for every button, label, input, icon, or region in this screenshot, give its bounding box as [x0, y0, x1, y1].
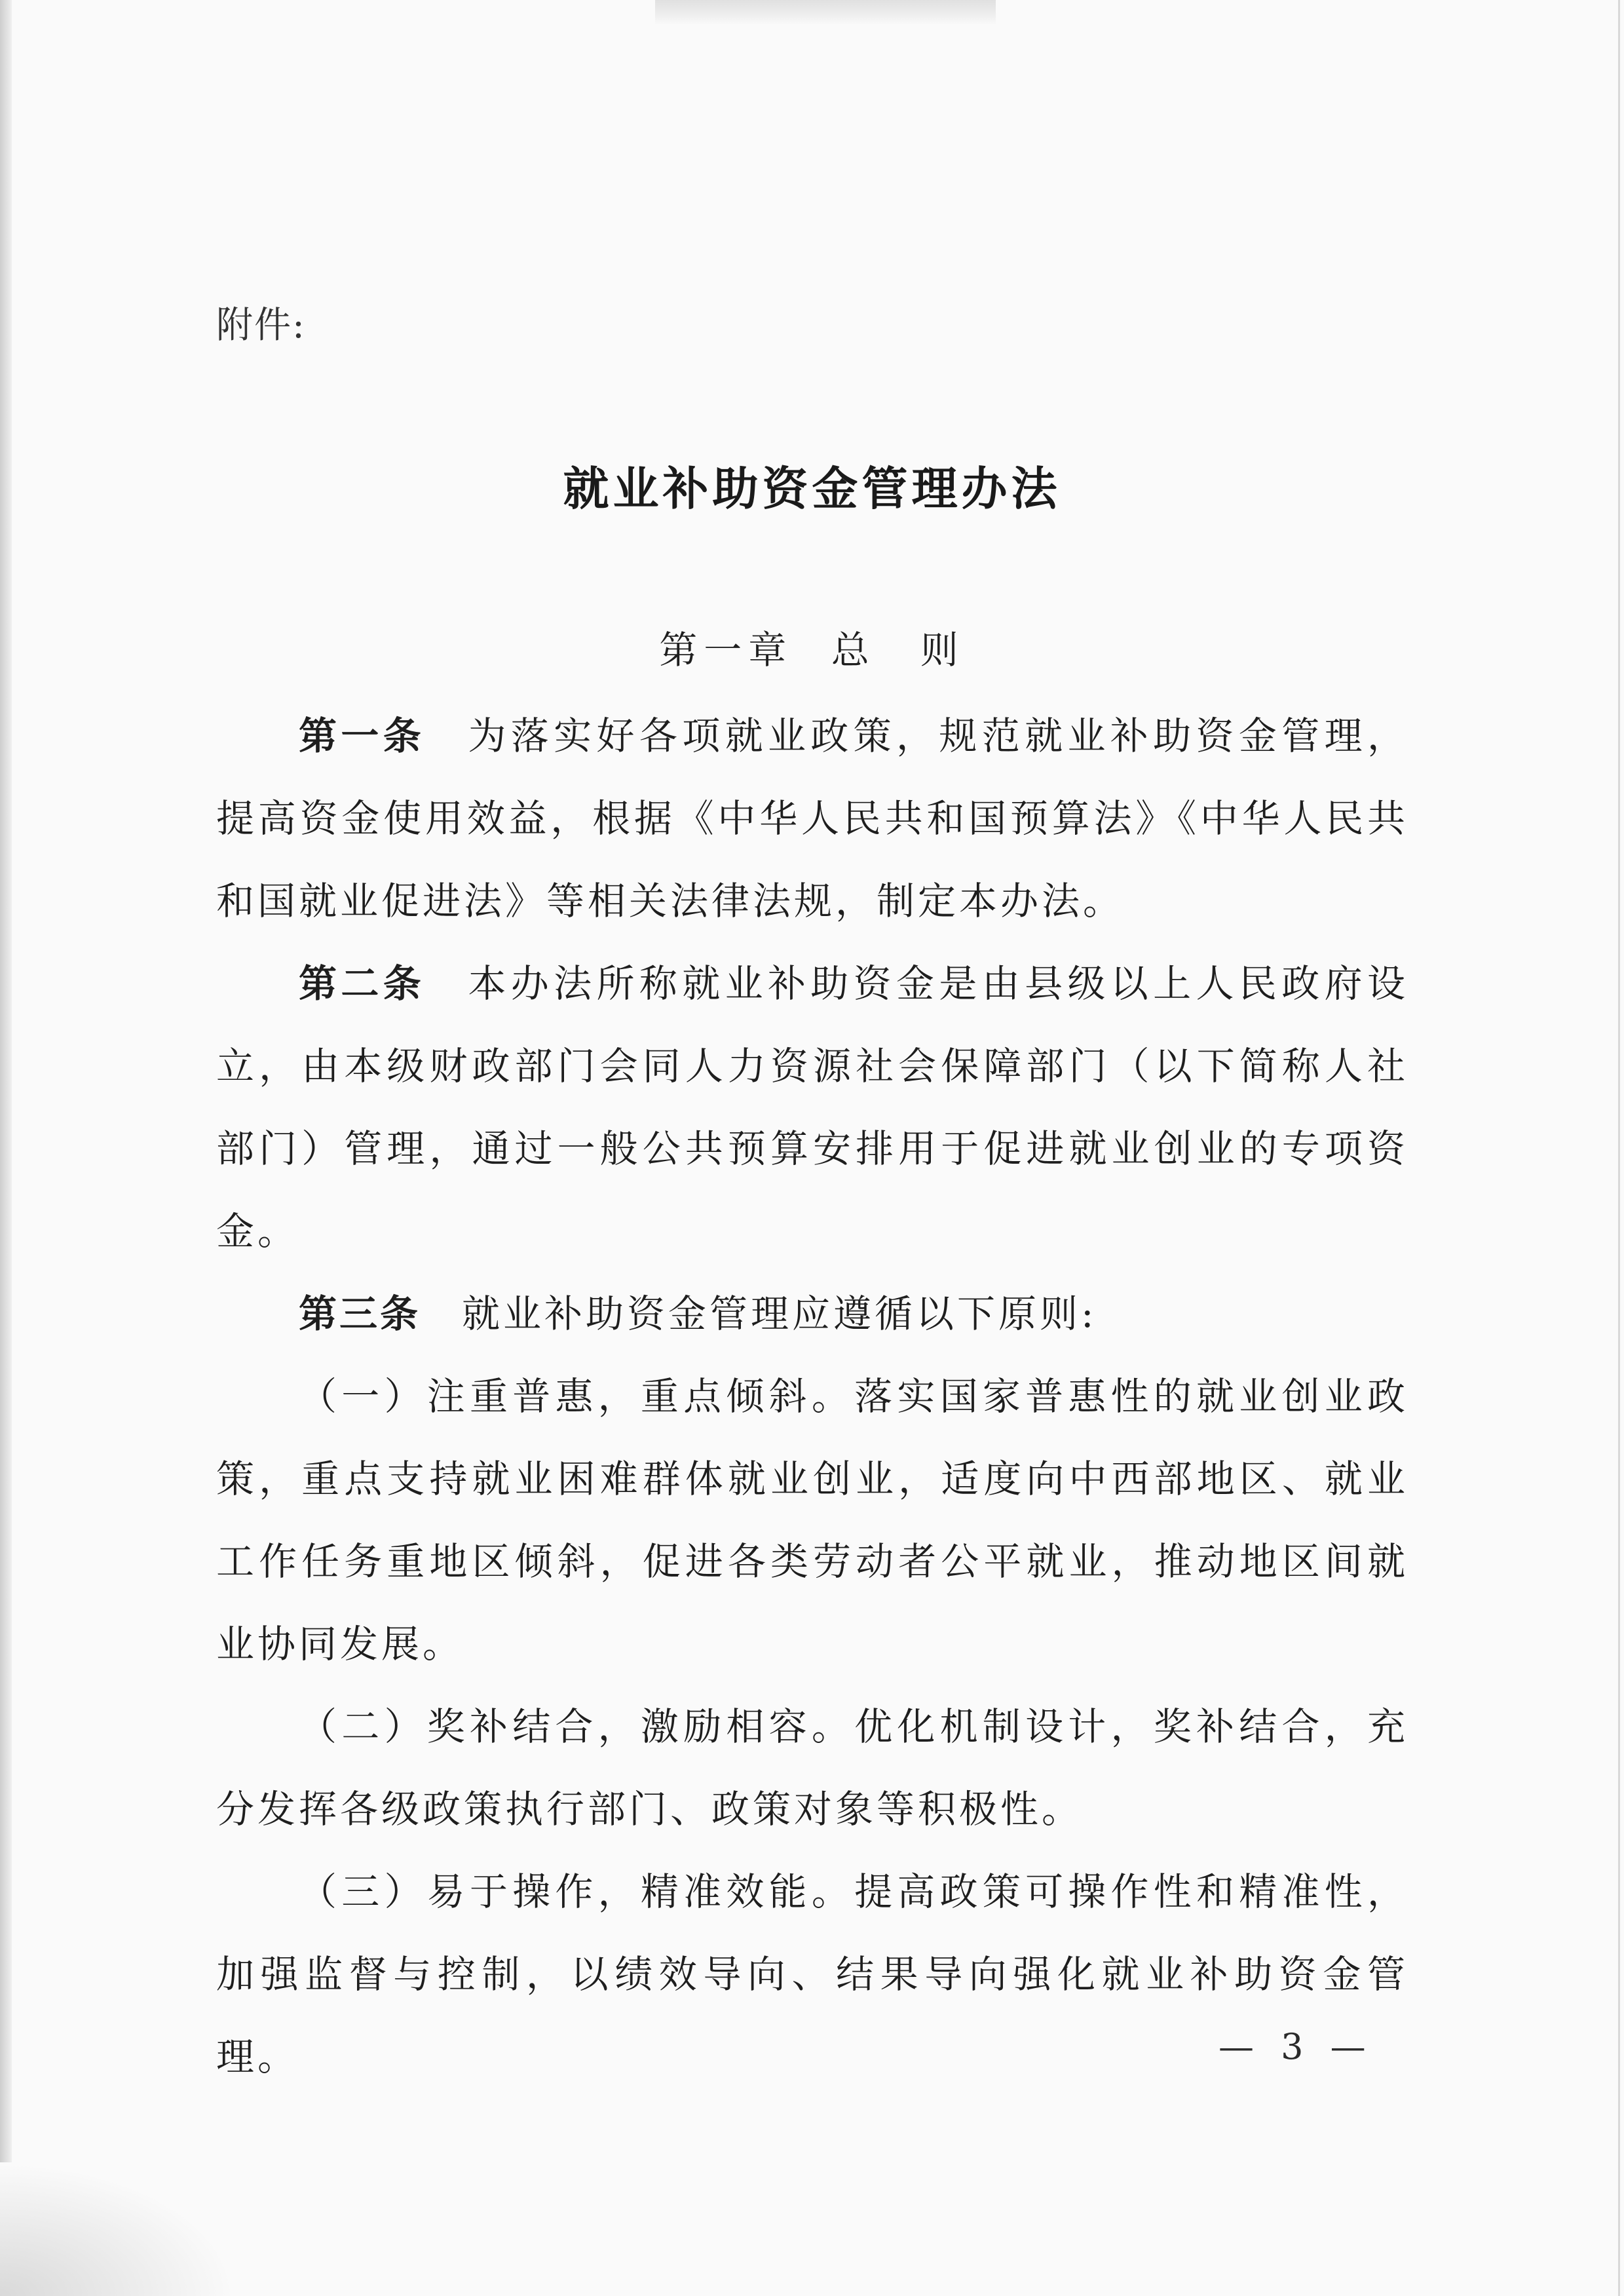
page-number: — 3 —	[1218, 2026, 1374, 2067]
principle-3: （三）易于操作，精准效能。提高政策可操作性和精准性，加强监督与控制，以绩效导向、结果导向强化就业补助资金管理。	[216, 1869, 1408, 2079]
article-3	[216, 1272, 1408, 1355]
principle-2: （二）奖补结合，激励相容。优化机制设计，奖补结合，充分发挥各级政策执行部门、政策对象等积极性。	[216, 1704, 1408, 1831]
attachment-label: 附件:	[216, 304, 306, 347]
scan-edge-shadow	[0, 0, 12, 2296]
document-title: 就业补助资金管理办法	[563, 461, 1061, 516]
document-body	[216, 695, 1408, 2098]
chapter-heading: 第一章 总 则	[659, 628, 965, 672]
scan-bottom-smudge	[0, 2162, 236, 2296]
article-number: 第二条	[299, 961, 426, 1006]
article-2	[216, 942, 1408, 1272]
principle-1: （一）注重普惠，重点倾斜。落实国家普惠性的就业创业政策，重点支持就业困难群体就业创业，适度向中西部地区、就业工作任务重地区倾斜，促进各类劳动者公平就业，推动地区间就业协同发展。	[216, 1374, 1408, 1666]
scan-top-smudge	[655, 0, 996, 25]
article-text: 为落实好各项就业政策，规范就业补助资金管理，提高资金使用效益，根据《中华人民共和国预算法》《中华人民共和国就业促进法》等相关法律法规，制定本办法。	[216, 714, 1408, 923]
article-1	[216, 695, 1408, 942]
article-text: 本办法所称就业补助资金是由县级以上人民政府设立，由本级财政部门会同人力资源社会保障部门（以下简称人社部门）管理，通过一般公共预算安排用于促进就业创业的专项资金。	[216, 961, 1408, 1253]
article-number: 第三条	[299, 1292, 421, 1336]
scan-right-edge	[1618, 0, 1620, 2296]
article-number: 第一条	[299, 714, 426, 758]
article-text: 就业补助资金管理应遵循以下原则:	[462, 1292, 1097, 1336]
